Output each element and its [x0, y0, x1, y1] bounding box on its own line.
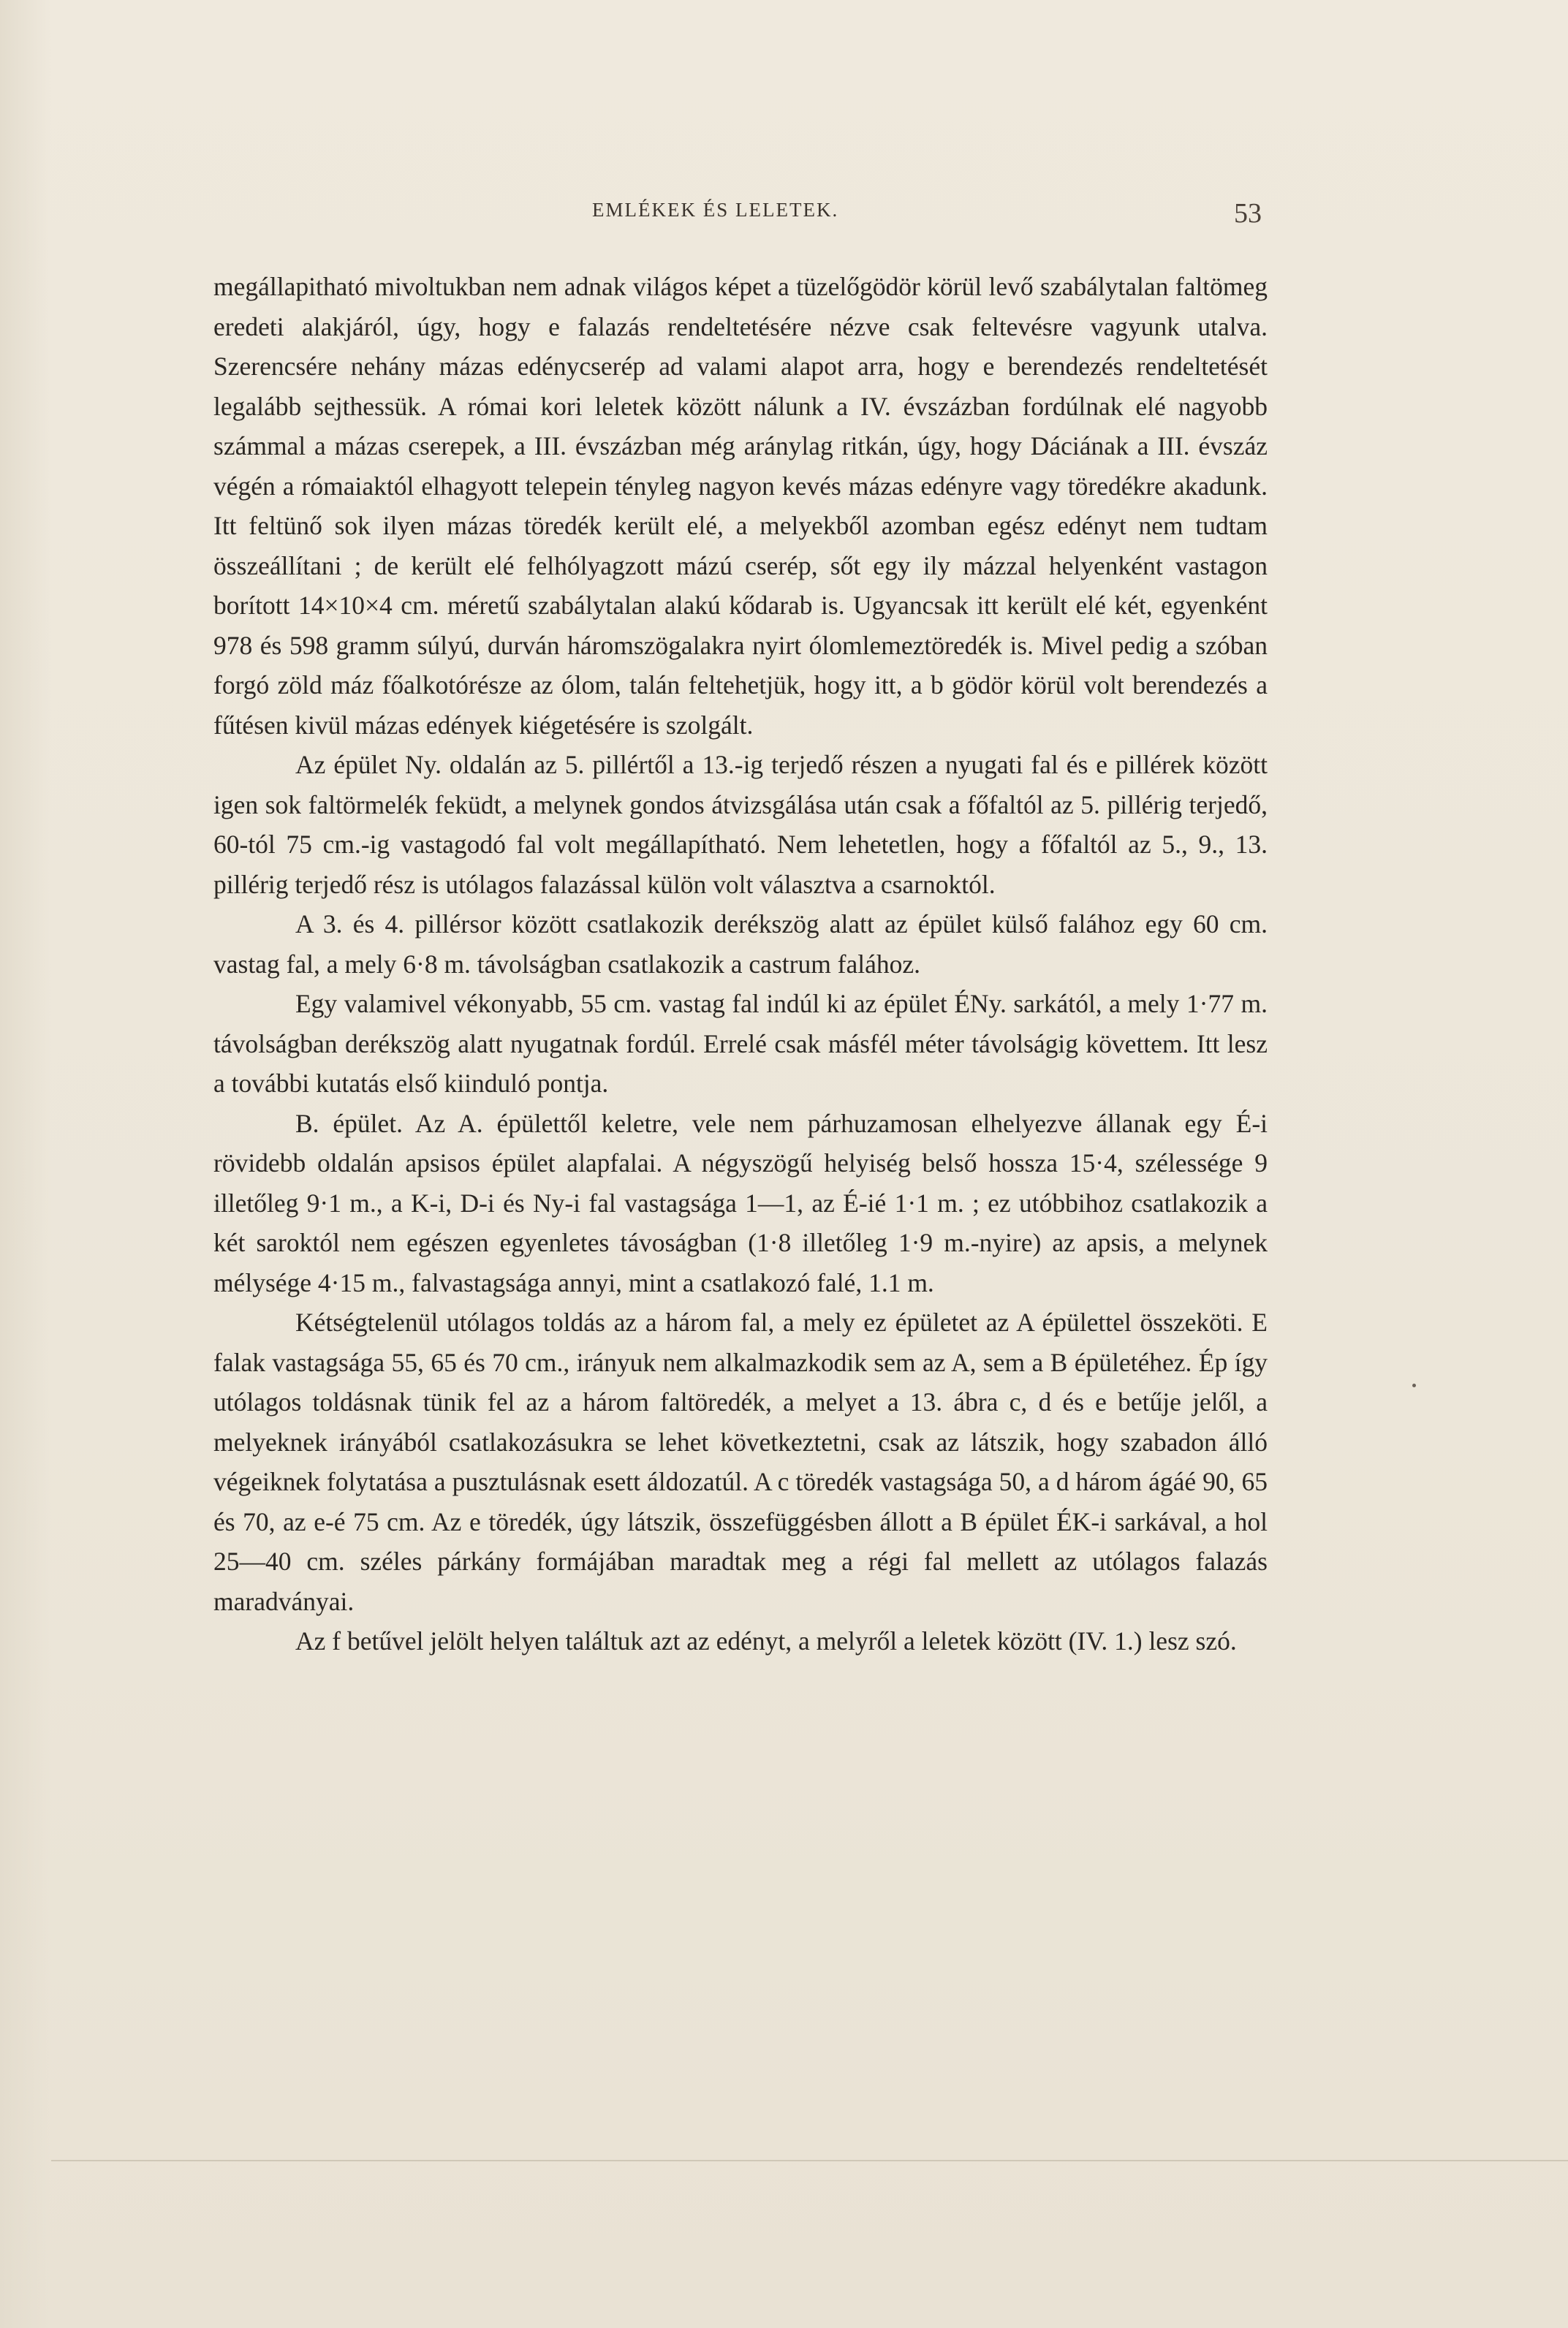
- running-head: [0, 196, 1568, 240]
- paragraph-5: B. épület. Az A. épülettől keletre, vele nem párhuzamosan elhelyezve állanak egy É-i rövidebb oldalán apsisos épület alapfalai. A négyszögű helyiség belső hossza 15·4, szélessége 9 illetőleg 9·1 m., a K-i, D-i és Ny-i fal vastagsága 1—1, az É-ié 1·1 m. ; ez utóbbihoz csatlakozik a két saroktól nem egészen egyenletes távoságban (1·8 illetőleg 1·9 m.-nyire) az apsis, a melynek mélysége 4·15 m., falvastagsága annyi, mint a csatlakozó falé, 1.1 m.: [213, 1108, 1268, 1297]
- page-fold-line: [51, 2160, 1568, 2161]
- running-title: EMLÉKEK ÉS LELETEK.: [592, 199, 839, 221]
- paragraph-1: megállapitható mivoltukban nem adnak világos képet a tüzelőgödör körül levő szabálytalan faltömeg eredeti alakjáról, úgy, hogy e falazás rendeltetésére nézve csak feltevésre vagyunk utalva. Szerencsére nehány mázas edénycserép ad valami alapot arra, hogy e berendezés rendeltetését legalább sejthessük. A római kori leletek között nálunk a IV. évszázban fordúlnak elé nagyobb számmal a mázas cserepek, a III. évszázban még aránylag ritkán, úgy, hogy Dáciának a III. évszáz végén a rómaiaktól elhagyott telepein tényleg nagyon kevés mázas edényre vagy töredékre akadunk. Itt feltünő sok ilyen mázas töredék került elé, a melyekből azomban egész edényt nem tudtam összeállítani ; de került elé felhólyagzott mázú cserép, sőt egy ily mázzal helyenként vastagon borított 14×10×4 cm. méretű szabálytalan alakú kődarab is. Ugyancsak itt került elé két, egyenként 978 és 598 gramm súlyú, durván háromszögalakra nyirt ólomlemeztöredék is. Mivel pedig a szóban forgó zöld máz főalkotórésze az ólom, talán feltehetjük, hogy itt, a b gödör körül volt berendezés a fűtésen kivül mázas edények kiégetésére is szolgált.: [213, 272, 1268, 740]
- body-text: [213, 267, 1268, 1661]
- paragraph-6: Kétségtelenül utólagos toldás az a három fal, a mely ez épületet az A épülettel összeköti. E falak vastagsága 55, 65 és 70 cm., irányuk nem alkalmazkodik sem az A, sem a B épületéhez. Ép így utólagos toldásnak tünik fel az a három faltöredék, a melyet a 13. ábra c, d és e betűje jelől, a melyeknek irányából csatlakozásukra se lehet következtetni, csak az látszik, hogy szabadon álló végeiknek folytatása a pusztulásnak esett áldozatúl. A c töredék vastagsága 50, a d három ágáé 90, 65 és 70, az e-é 75 cm. Az e töredék, úgy látszik, összefüggésben állott a B épület ÉK-i sarkával, a hol 25—40 cm. széles párkány formájában maradtak meg a régi fal mellett az utólagos falazás maradványai.: [213, 1308, 1268, 1616]
- paragraph-4: Egy valamivel vékonyabb, 55 cm. vastag fal indúl ki az épület ÉNy. sarkától, a mely 1·77 m. távolságban derékszög alatt nyugatnak fordúl. Errelé csak másfél méter távolságig követtem. Itt lesz a további kutatás első kiinduló pontja.: [213, 989, 1268, 1098]
- page-edge-shadow: [0, 0, 51, 2328]
- page-number: 53: [1234, 198, 1262, 229]
- paragraph-2: Az épület Ny. oldalán az 5. pillértől a 13.-ig terjedő részen a nyugati fal és e pillérek között igen sok faltörmelék feküdt, a melynek gondos átvizsgálása után csak a főfaltól az 5. pillérig terjedő, 60-tól 75 cm.-ig vastagodó fal volt megállapítható. Nem lehetetlen, hogy a főfaltól az 5., 9., 13. pillérig terjedő rész is utólagos falazással külön volt választva a csarnoktól.: [213, 750, 1268, 899]
- paragraph-3: A 3. és 4. pillérsor között csatlakozik derékszög alatt az épület külső falához egy 60 cm. vastag fal, a mely 6·8 m. távolságban csatlakozik a castrum falához.: [213, 909, 1268, 979]
- paragraph-7: Az f betűvel jelölt helyen találtuk azt az edényt, a melyről a leletek között (IV. 1.) lesz szó.: [295, 1626, 1237, 1656]
- paper-speck: [1412, 1384, 1416, 1387]
